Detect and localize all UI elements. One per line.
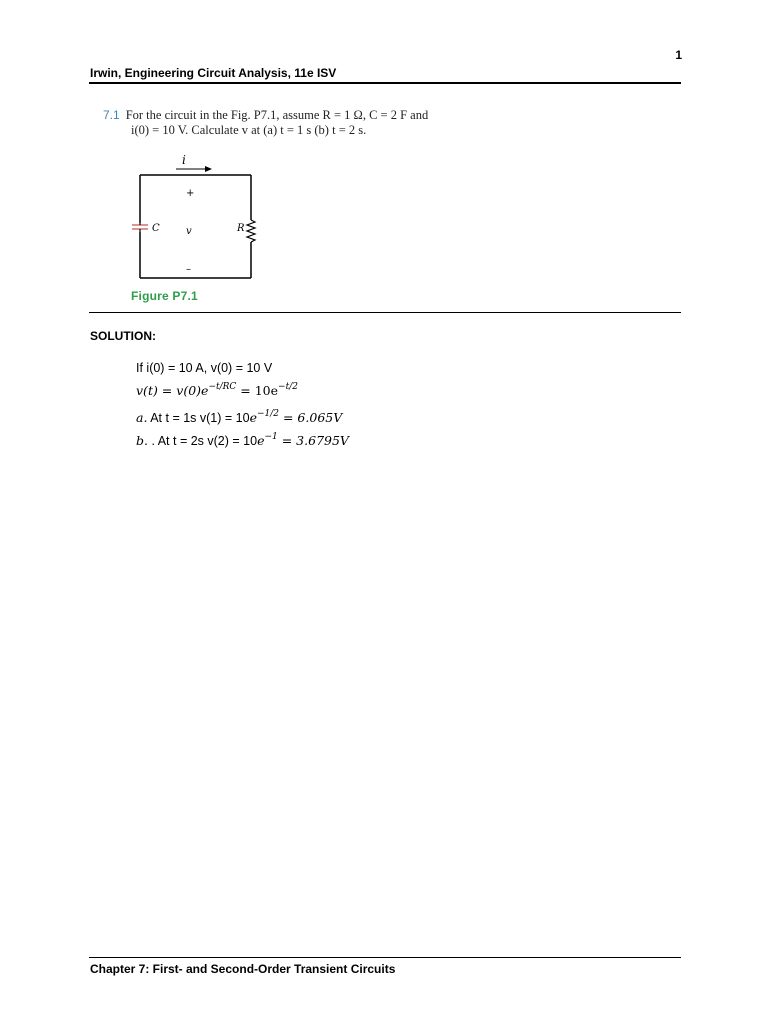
capacitor-label: C bbox=[152, 223, 160, 234]
part-a-exponent: −1/2 bbox=[256, 409, 280, 419]
solution-line-3 bbox=[136, 410, 342, 425]
equation-lhs: v(t) = v(0)e bbox=[136, 383, 209, 398]
part-b-prefix: b. bbox=[136, 433, 148, 448]
section-rule bbox=[89, 312, 681, 313]
solution-line-4 bbox=[136, 433, 349, 448]
footer-rule bbox=[89, 957, 681, 958]
resistor-icon bbox=[247, 220, 255, 242]
part-a-text: At t = 1s v(1) = 10 bbox=[147, 411, 250, 425]
solution-line-2 bbox=[136, 383, 298, 398]
capacitor-icon bbox=[132, 223, 148, 232]
solution-label: SOLUTION: bbox=[90, 329, 156, 343]
footer-text: Chapter 7: First- and Second-Order Transient Circuits bbox=[90, 962, 396, 976]
resistor-label: R bbox=[237, 223, 245, 234]
part-b-e: e bbox=[257, 433, 265, 448]
part-a-prefix: a. bbox=[136, 410, 148, 425]
part-b-result: = 3.6795V bbox=[277, 433, 349, 448]
solution-line-1: If i(0) = 10 A, v(0) = 10 V bbox=[136, 361, 273, 375]
problem-text-1: For the circuit in the Fig. P7.1, assume R = 1 Ω, C = 2 F and bbox=[125, 108, 429, 122]
header-title: Irwin, Engineering Circuit Analysis, 11e ISV bbox=[90, 66, 337, 80]
equation-rhs: = 10e bbox=[236, 383, 279, 398]
current-label: i bbox=[182, 153, 186, 167]
plus-sign: + bbox=[186, 188, 195, 199]
page-number: 1 bbox=[675, 48, 682, 62]
part-a-e: e bbox=[249, 410, 257, 425]
equation-exponent-1: −t/RC bbox=[208, 382, 237, 392]
figure-caption: Figure P7.1 bbox=[131, 289, 198, 303]
problem-line-2: i(0) = 10 V. Calculate v at (a) t = 1 s (b) t = 2 s. bbox=[131, 123, 367, 137]
header-rule bbox=[89, 82, 681, 84]
problem-line-1 bbox=[103, 108, 428, 123]
circuit-diagram bbox=[120, 150, 270, 285]
equation-exponent-2: −t/2 bbox=[278, 382, 298, 392]
minus-sign: – bbox=[186, 264, 191, 275]
part-b-exponent: −1 bbox=[264, 432, 278, 442]
voltage-label: v bbox=[186, 226, 192, 237]
problem-statement bbox=[103, 108, 428, 138]
problem-number: 7.1 bbox=[103, 108, 120, 122]
part-b-text: . At t = 2s v(2) = 10 bbox=[147, 434, 258, 448]
part-a-result: = 6.065V bbox=[279, 410, 343, 425]
